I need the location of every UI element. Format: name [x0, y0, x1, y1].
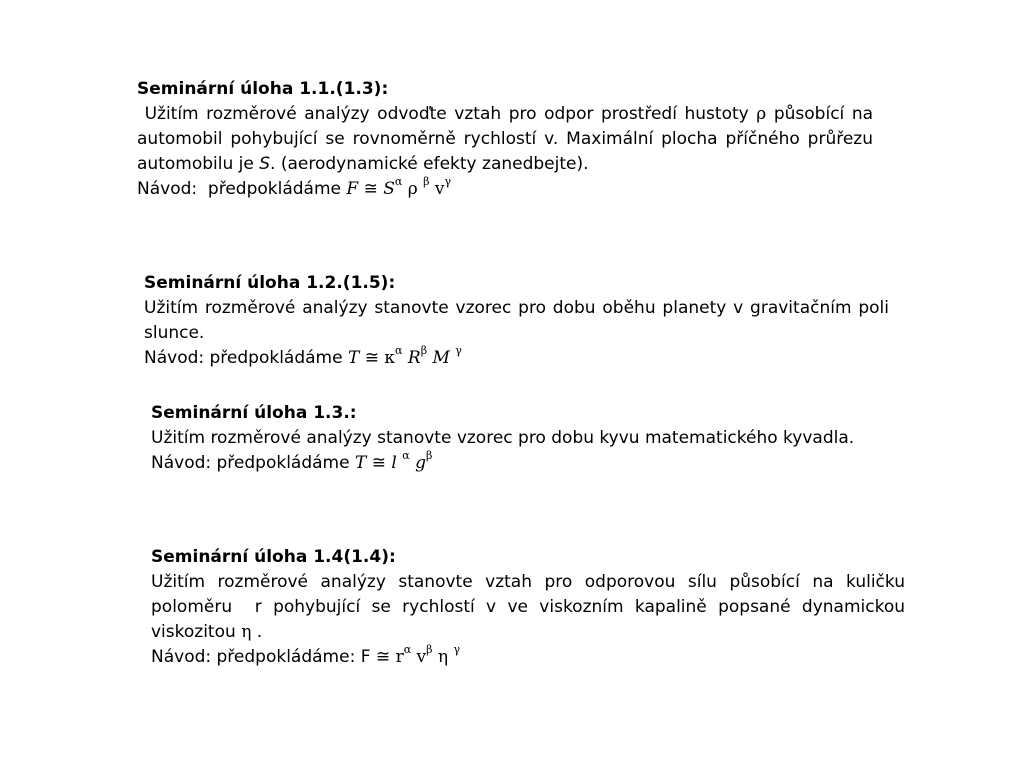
task-4-text-end: . — [251, 622, 263, 642]
task-2 — [144, 271, 889, 371]
task-4-title: Seminární úloha 1.4(1.4): — [151, 547, 396, 567]
task-1-text-start: Užitím rozměrové analýzy odvoďte vztah pro odpor prostředí hustoty — [144, 104, 749, 124]
formula-term: κ — [384, 348, 396, 368]
formula-exponent: α — [395, 344, 403, 358]
task-4-body — [151, 570, 911, 645]
formula-exponent: γ — [453, 643, 461, 657]
task-3-body: Užitím rozměrové analýzy stanovte vzorec pro dobu kyvu matematického kyvadla. — [151, 428, 855, 448]
task-1-body — [137, 102, 873, 177]
formula-term: r — [395, 647, 404, 667]
formula-term: η — [437, 647, 449, 667]
task-3-title: Seminární úloha 1.3.: — [151, 403, 357, 423]
task-2-title: Seminární úloha 1.2.(1.5): — [144, 273, 396, 293]
approx-sign: ≅ — [364, 348, 379, 368]
formula-term: S — [383, 179, 395, 199]
formula-lhs: T — [355, 453, 367, 473]
task-2-hint-label: Návod: předpokládáme — [144, 348, 343, 368]
task-1-title: Seminární úloha 1.1.(1.3): — [137, 79, 389, 99]
task-1-hint — [137, 177, 873, 202]
task-2-hint — [144, 346, 889, 371]
task-4-formula — [375, 643, 461, 667]
task-1-formula — [346, 175, 452, 199]
formula-term: ρ — [407, 179, 418, 199]
task-1-text-middle: působící na automobil pohybující se rovnoměrně rychlostí v. Maximální plocha příčného průřezu automobilu je — [137, 104, 874, 174]
task-4 — [151, 545, 911, 670]
approx-sign: ≅ — [371, 453, 386, 473]
formula-exponent: γ — [444, 175, 452, 189]
task-2-formula — [348, 344, 462, 368]
density-symbol: ρ — [756, 104, 767, 124]
formula-term: g — [415, 453, 426, 473]
task-1 — [137, 77, 873, 202]
task-4-hint-label: Návod: předpokládáme: F — [151, 647, 371, 667]
formula-exponent: β — [426, 643, 433, 657]
task-1-hint-label: Návod: předpokládáme — [137, 179, 341, 199]
formula-exponent: β — [420, 344, 428, 358]
formula-term: v — [416, 647, 427, 667]
formula-term: R — [407, 348, 421, 368]
formula-exponent: α — [394, 175, 403, 189]
formula-lhs: T — [348, 348, 360, 368]
formula-exponent: α — [403, 643, 412, 657]
formula-lhs: F — [346, 179, 359, 199]
task-3-hint — [151, 451, 898, 476]
viscosity-symbol: η — [241, 622, 252, 642]
approx-sign: ≅ — [363, 179, 378, 199]
task-3-hint-label: Návod: předpokládáme — [151, 453, 350, 473]
task-3 — [151, 401, 898, 476]
area-symbol: S — [259, 154, 271, 174]
formula-exponent: β — [425, 449, 433, 463]
formula-exponent: α — [402, 449, 410, 463]
task-1-text-end: . (aerodynamické efekty zanedbejte). — [270, 154, 589, 174]
formula-term: l — [391, 453, 397, 473]
formula-term: v — [434, 179, 445, 199]
formula-term: M — [432, 348, 450, 368]
formula-exponent: γ — [455, 344, 462, 358]
task-4-text-start: Užitím rozměrové analýzy stanovte vztah pro odporovou sílu působící na kuličku poloměru r pohybující se rychlostí v ve viskozním kapalině popsané dynamickou viskozitou — [151, 572, 911, 642]
approx-sign: ≅ — [375, 647, 391, 667]
task-4-hint — [151, 645, 905, 670]
task-2-body: Užitím rozměrové analýzy stanovte vzorec pro dobu oběhu planety v gravitačním poli slunce. — [144, 298, 889, 343]
formula-exponent: β — [423, 175, 430, 189]
task-3-formula — [355, 449, 433, 473]
